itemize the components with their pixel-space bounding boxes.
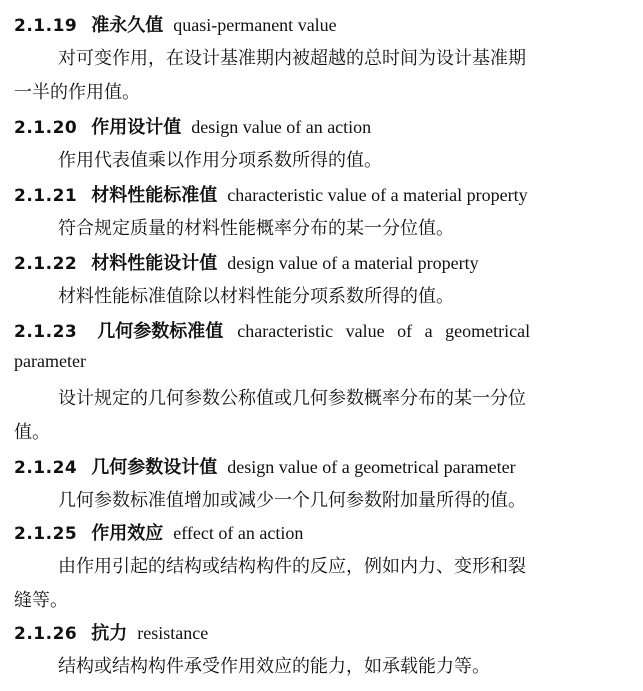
entry-definition: 符合规定质量的材料性能概率分布的某一分位值。: [58, 218, 454, 239]
entry-heading: [14, 516, 637, 550]
entry-number: 2.1.24: [14, 458, 78, 478]
entry-term: 作用效应: [91, 523, 164, 544]
entry-definition: 缝等。: [14, 590, 68, 611]
entry-definition: 结构或结构构件承受作用效应的能力，如承载能力等。: [58, 656, 490, 677]
entry-term: 准永久值: [91, 15, 164, 36]
entry-definition: 材料性能标准值除以材料性能分项系数所得的值。: [58, 286, 454, 307]
entry-term: 几何参数标准值: [97, 321, 224, 342]
entry-english: design value of a material property: [227, 253, 479, 273]
entry-english: characteristic value of a material property: [227, 185, 528, 205]
entry-english-continuation: parameter: [14, 351, 86, 371]
entry-english: quasi-permanent value: [173, 15, 337, 35]
entry-term: 几何参数设计值: [91, 457, 218, 478]
entry-heading: [14, 314, 637, 348]
entry-number: 2.1.19: [14, 16, 78, 36]
entry-english: effect of an action: [173, 523, 304, 543]
entry-definition: 对可变作用，在设计基准期内被超越的总时间为设计基准期: [58, 48, 526, 69]
entry-definition: 作用代表值乘以作用分项系数所得的值。: [58, 150, 382, 171]
entry-heading: [14, 616, 637, 650]
entry-definition: 几何参数标准值增加或减少一个几何参数附加量所得的值。: [58, 490, 526, 511]
entry-english: resistance: [137, 623, 209, 643]
entry-definition: 值。: [14, 422, 50, 443]
entry-heading: [14, 178, 637, 212]
entry-term: 材料性能设计值: [91, 253, 218, 274]
entry-english: design value of an action: [191, 117, 372, 137]
entry-term: 作用设计值: [91, 117, 182, 138]
entry-number: 2.1.22: [14, 254, 78, 274]
entry-definition: 由作用引起的结构或结构构件的反应，例如内力、变形和裂: [58, 556, 526, 577]
entry-heading: [14, 110, 637, 144]
entry-term: 材料性能标准值: [91, 185, 218, 206]
entry-number: 2.1.23: [14, 322, 78, 342]
entry-heading: [14, 450, 637, 484]
entry-number: 2.1.25: [14, 524, 78, 544]
entry-term: 抗力: [91, 623, 128, 644]
entry-definition: 设计规定的几何参数公称值或几何参数概率分布的某一分位: [58, 388, 526, 409]
entry-definition: 一半的作用值。: [14, 82, 140, 103]
entry-number: 2.1.20: [14, 118, 78, 138]
entry-number: 2.1.26: [14, 624, 78, 644]
entry-heading: [14, 246, 637, 280]
entry-english: characteristic value of a geometrical: [237, 321, 531, 341]
entry-number: 2.1.21: [14, 186, 78, 206]
entry-heading: [14, 8, 637, 42]
entry-english: design value of a geometrical parameter: [227, 457, 516, 477]
